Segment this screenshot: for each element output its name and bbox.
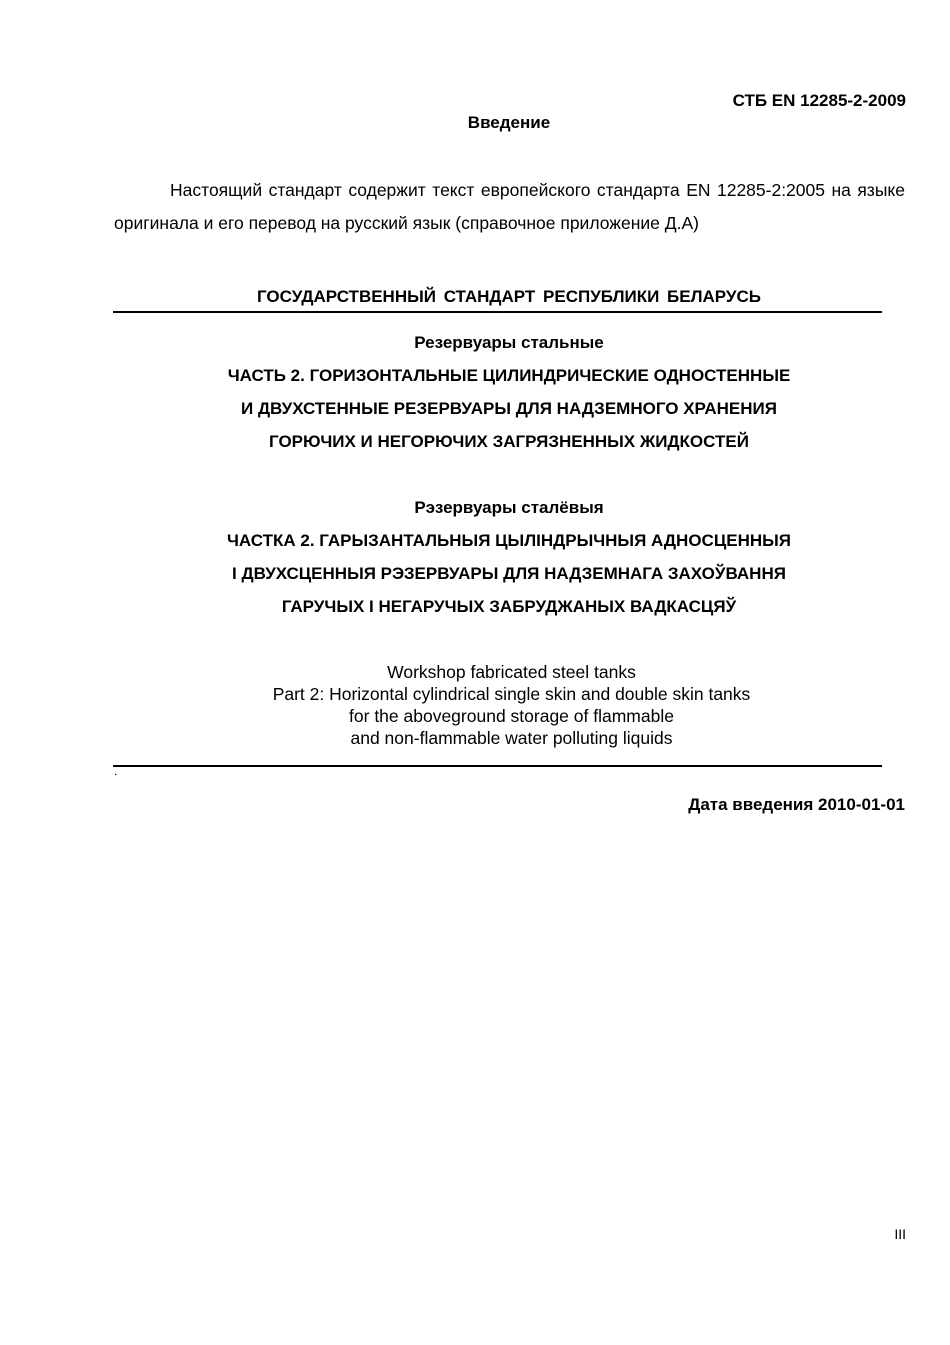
english-title-line: Workshop fabricated steel tanks <box>387 662 636 682</box>
belarusian-title-line: ГАРУЧЫХ І НЕГАРУЧЫХ ЗАБРУДЖАНЫХ ВАДКАСЦЯЎ <box>281 597 737 616</box>
dot-mark: . <box>114 764 118 778</box>
top-divider <box>113 311 882 313</box>
belarusian-title-line: ЧАСТКА 2. ГАРЫЗАНТАЛЬНЫЯ ЦЫЛІНДРЫЧНЫЯ АДНОСЦЕННЫЯ <box>226 531 791 550</box>
russian-title-line: ГОРЮЧИХ И НЕГОРЮЧИХ ЗАГРЯЗНЕННЫХ ЖИДКОСТЕЙ <box>269 432 749 451</box>
russian-title-block <box>114 326 904 458</box>
state-standard-title: ГОСУДАРСТВЕННЫЙ СТАНДАРТ РЕСПУБЛИКИ БЕЛАРУСЬ <box>257 287 761 306</box>
english-title-block <box>114 661 909 749</box>
document-code: СТБ EN 12285-2-2009 <box>732 91 906 110</box>
bottom-divider <box>113 765 882 767</box>
introduction-title: Введение <box>467 113 551 132</box>
belarusian-title-block <box>114 491 904 623</box>
belarusian-title-line: І ДВУХСЦЕННЫЯ РЭЗЕРВУАРЫ ДЛЯ НАДЗЕМНАГА ЗАХОЎВАННЯ <box>232 564 786 583</box>
belarusian-subtitle: Рэзервуары сталёвыя <box>414 498 604 517</box>
english-title-line: and non-flammable water polluting liquids <box>350 728 673 748</box>
page-number: III <box>894 1226 906 1242</box>
russian-title-line: ЧАСТЬ 2. ГОРИЗОНТАЛЬНЫЕ ЦИЛИНДРИЧЕСКИЕ ОДНОСТЕННЫЕ <box>227 366 791 385</box>
introduction-paragraph: Настоящий стандарт содержит текст европейского стандарта EN 12285-2:2005 на языке оригинала и его перевод на русский язык (справочное приложение Д.А) <box>114 180 905 233</box>
english-title-line: Part 2: Horizontal cylindrical single skin and double skin tanks <box>272 684 751 704</box>
russian-title-line: И ДВУХСТЕННЫЕ РЕЗЕРВУАРЫ ДЛЯ НАДЗЕМНОГО ХРАНЕНИЯ <box>241 399 777 418</box>
english-title-line: for the aboveground storage of flammable <box>349 706 674 726</box>
russian-subtitle: Резервуары стальные <box>414 333 604 352</box>
introduction-date: Дата введения 2010-01-01 <box>688 795 905 814</box>
